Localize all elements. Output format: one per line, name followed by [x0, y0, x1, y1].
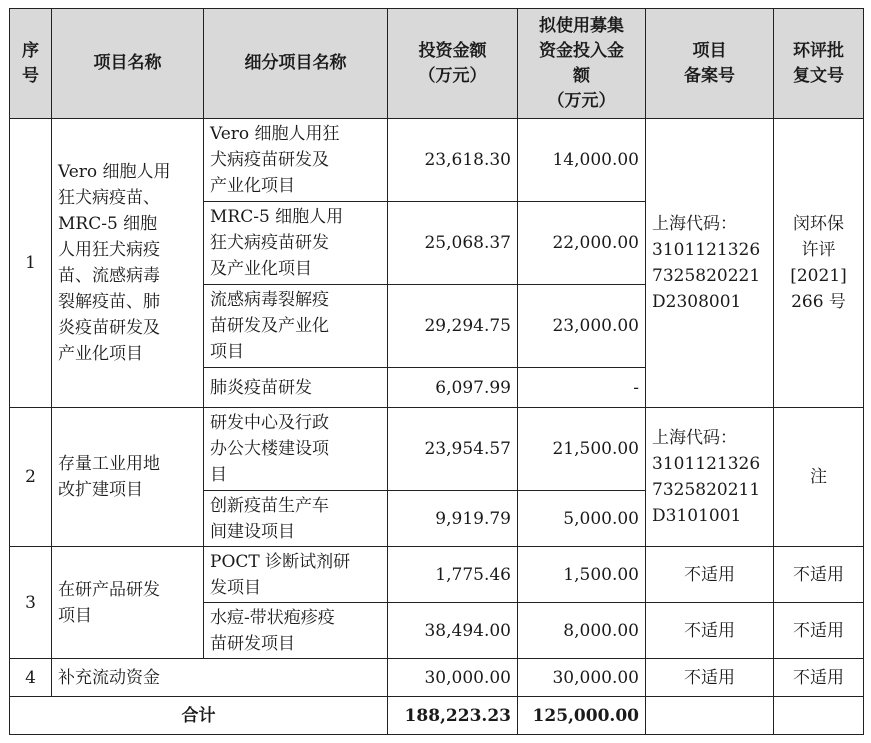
row-investment: 1,775.46	[388, 547, 518, 603]
row-investment: 25,068.37	[388, 202, 518, 285]
row-seq: 1	[10, 119, 52, 408]
row-filing-number: 上海代码： 3101121326 7325820221 D2308001	[646, 119, 774, 408]
row-filing-number: 不适用	[646, 547, 774, 603]
row-investment: 30,000.00	[388, 659, 518, 697]
row-env-approval: 不适用	[774, 547, 864, 603]
row-investment: 29,294.75	[388, 285, 518, 368]
row-env-approval: 注	[774, 408, 864, 547]
row-raised: 21,500.00	[518, 408, 646, 491]
total-label: 合计	[10, 697, 388, 735]
row-raised: 14,000.00	[518, 119, 646, 202]
row-investment: 23,618.30	[388, 119, 518, 202]
row-filing-number: 不适用	[646, 659, 774, 697]
row-env-approval: 不适用	[774, 603, 864, 659]
row-investment: 6,097.99	[388, 368, 518, 408]
total-investment: 188,223.23	[388, 697, 518, 735]
row-sub-project: 研发中心及行政 办公大楼建设项 目	[204, 408, 388, 491]
row-sub-project: POCT 诊断试剂研 发项目	[204, 547, 388, 603]
row-raised: 22,000.00	[518, 202, 646, 285]
header-raised-funds: 拟使用募集 资金投入金 额 （万元）	[518, 9, 646, 119]
header-seq: 序 号	[10, 9, 52, 119]
table-row	[10, 659, 864, 697]
row-sub-project: Vero 细胞人用狂 犬病疫苗研发及 产业化项目	[204, 119, 388, 202]
row-sub-project: 流感病毒裂解疫 苗研发及产业化 项目	[204, 285, 388, 368]
header-investment: 投资金额 （万元）	[388, 9, 518, 119]
header-env-approval: 环评批 复文号	[774, 9, 864, 119]
row-sub-project: 肺炎疫苗研发	[204, 368, 388, 408]
table-row	[10, 119, 864, 202]
row-seq: 4	[10, 659, 52, 697]
total-raised: 125,000.00	[518, 697, 646, 735]
row-investment: 9,919.79	[388, 491, 518, 547]
header-sub-project: 细分项目名称	[204, 9, 388, 119]
row-raised: 5,000.00	[518, 491, 646, 547]
header-row	[10, 9, 864, 119]
investment-projects-table	[9, 8, 864, 735]
row-filing-number: 上海代码： 3101121326 7325820211 D3101001	[646, 408, 774, 547]
row-raised: 1,500.00	[518, 547, 646, 603]
row-project-name: 在研产品研发 项目	[52, 547, 204, 659]
total-env-empty	[774, 697, 864, 735]
row-project-name: Vero 细胞人用 狂犬病疫苗、 MRC-5 细胞 人用狂犬病疫 苗、流感病毒 裂解疫苗、肺 炎疫苗研发及 产业化项目	[52, 119, 204, 408]
row-sub-project: 水痘-带状疱疹疫 苗研发项目	[204, 603, 388, 659]
row-project-name: 补充流动资金	[52, 659, 388, 697]
row-env-approval: 不适用	[774, 659, 864, 697]
total-filing-empty	[646, 697, 774, 735]
header-filing-number: 项目 备案号	[646, 9, 774, 119]
row-seq: 3	[10, 547, 52, 659]
row-seq: 2	[10, 408, 52, 547]
header-project: 项目名称	[52, 9, 204, 119]
row-raised: 23,000.00	[518, 285, 646, 368]
row-raised: 8,000.00	[518, 603, 646, 659]
row-investment: 38,494.00	[388, 603, 518, 659]
row-sub-project: 创新疫苗生产车 间建设项目	[204, 491, 388, 547]
row-project-name: 存量工业用地 改扩建项目	[52, 408, 204, 547]
row-sub-project: MRC-5 细胞人用 狂犬病疫苗研发 及产业化项目	[204, 202, 388, 285]
row-raised: -	[518, 368, 646, 408]
row-env-approval: 闵环保 许评 [2021] 266 号	[774, 119, 864, 408]
table-row	[10, 408, 864, 491]
row-raised: 30,000.00	[518, 659, 646, 697]
row-investment: 23,954.57	[388, 408, 518, 491]
total-row	[10, 697, 864, 735]
table-row	[10, 547, 864, 603]
row-filing-number: 不适用	[646, 603, 774, 659]
